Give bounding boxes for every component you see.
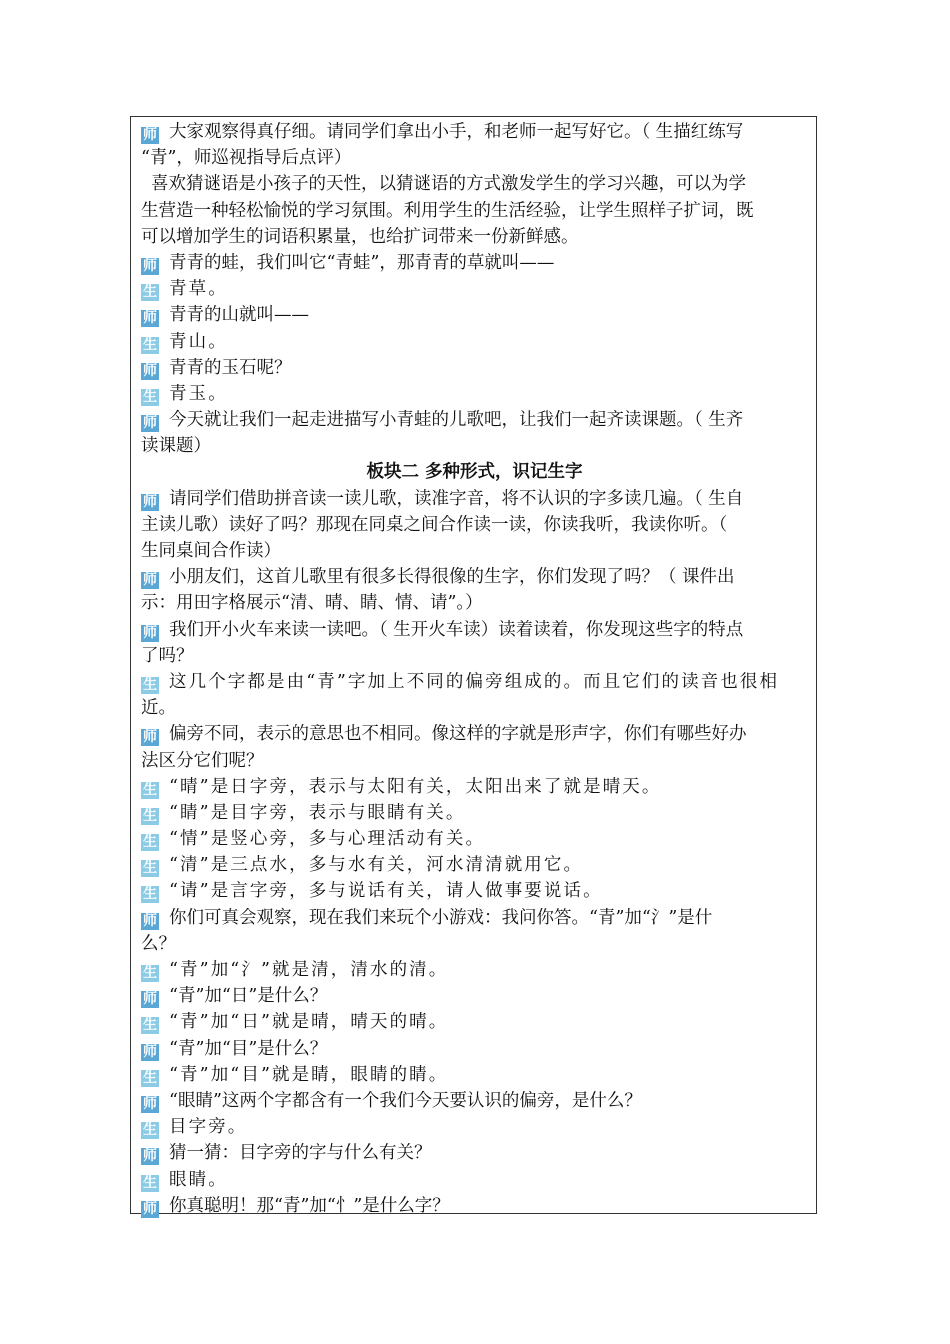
student-badge: 生 xyxy=(143,336,157,353)
line-text: 你们可真会观察，现在我们来玩个小游戏：我问你答。“青”加“氵”是什 xyxy=(169,907,713,928)
line-text: 青草。 xyxy=(169,279,228,300)
line-text: 近。 xyxy=(141,698,176,719)
dialogue-line xyxy=(141,355,808,381)
student-badge: 生 xyxy=(143,1069,157,1086)
line-text: 眼睛。 xyxy=(169,1169,228,1190)
dialogue-line xyxy=(141,1088,808,1114)
dialogue-line xyxy=(141,171,808,197)
teacher-badge: 师 xyxy=(143,493,157,510)
dialogue-line xyxy=(141,643,808,669)
line-text: “青”，师巡视指导后点评） xyxy=(141,148,352,169)
line-text: 示：用田字格展示“清、晴、睛、情、请”。） xyxy=(141,593,483,614)
lesson-table-cell xyxy=(130,116,817,1217)
line-text: 青青的山就叫—— xyxy=(169,305,309,326)
teacher-badge: 师 xyxy=(143,1200,157,1217)
line-text: 今天就让我们一起走进描写小青蛙的儿歌吧，让我们一起齐读课题。（ 生齐 xyxy=(169,410,744,431)
line-text: 大家观察得真仔细。请同学们拿出小手，和老师一起写好它。（ 生描红练写 xyxy=(169,122,744,142)
line-text: 么？ xyxy=(141,933,176,954)
dialogue-line xyxy=(141,433,808,459)
dialogue-line xyxy=(141,748,808,774)
teacher-badge: 师 xyxy=(143,362,157,379)
dialogue-line xyxy=(141,669,808,695)
dialogue-line xyxy=(141,1193,808,1219)
dialogue-line xyxy=(141,1167,808,1193)
dialogue-line xyxy=(141,905,808,931)
line-text: 请同学们借助拼音读一读儿歌，读准字音，将不认识的字多读几遍。（ 生自 xyxy=(169,488,744,509)
dialogue-line xyxy=(141,957,808,983)
student-badge: 生 xyxy=(143,860,157,877)
teacher-badge: 师 xyxy=(143,257,157,274)
dialogue-line xyxy=(141,145,808,171)
dialogue-line xyxy=(141,329,808,355)
line-text: 了吗？ xyxy=(141,645,194,666)
line-text: 生同桌间合作读） xyxy=(141,541,281,561)
student-badge: 生 xyxy=(143,886,157,903)
dialogue-line xyxy=(141,590,808,616)
teacher-badge: 师 xyxy=(143,572,157,589)
student-badge: 生 xyxy=(143,781,157,798)
student-badge: 生 xyxy=(143,284,157,301)
dialogue-line xyxy=(141,119,808,145)
line-text: 我们开小火车来读一读吧。（ 生开火车读）读着读着，你发现这些字的特点 xyxy=(169,619,744,640)
line-text: “青”加“日”是什么？ xyxy=(169,986,328,1007)
line-text: 喜欢猜谜语是小孩子的天性，以猜谜语的方式激发学生的学习兴趣，可以为学 xyxy=(151,174,746,195)
line-text: 青青的玉石呢？ xyxy=(169,357,292,378)
line-text: “眼睛”这两个字都含有一个我们今天要认识的偏旁，是什么？ xyxy=(169,1090,642,1111)
dialogue-line xyxy=(141,250,808,276)
student-badge: 生 xyxy=(143,676,157,693)
teacher-badge: 师 xyxy=(143,1095,157,1112)
dialogue-line xyxy=(141,198,808,224)
dialogue-line xyxy=(141,695,808,721)
line-text: 小朋友们，这首儿歌里有很多长得很像的生字，你们发现了吗？（ 课件出 xyxy=(169,567,735,588)
dialogue-line xyxy=(141,538,808,564)
dialogue-line xyxy=(141,407,808,433)
dialogue-line xyxy=(141,800,808,826)
lesson-content xyxy=(141,119,808,1219)
line-text: “晴”是日字旁，表示与太阳有关，太阳出来了就是晴天。 xyxy=(169,776,662,797)
line-text: 这几个字都是由“青”字加上不同的偏旁组成的。而且它们的读音也很相 xyxy=(169,671,780,692)
line-text: 板块二 多种形式，识记生字 xyxy=(366,462,583,483)
line-text: “青”加“氵”就是清，清水的清。 xyxy=(169,960,449,980)
line-text: “青”加“目”是什么？ xyxy=(169,1038,328,1059)
dialogue-line xyxy=(141,486,808,512)
line-text: 青山。 xyxy=(169,331,228,352)
teacher-badge: 师 xyxy=(143,310,157,327)
dialogue-line xyxy=(141,852,808,878)
line-text: “清”是三点水，多与水有关，河水清清就用它。 xyxy=(169,855,584,876)
teacher-badge: 师 xyxy=(143,912,157,929)
line-text: 生营造一种轻松愉悦的学习氛围。利用学生的生活经验，让学生照样子扩词，既 xyxy=(141,200,754,221)
teacher-badge: 师 xyxy=(143,127,157,143)
teacher-badge: 师 xyxy=(143,624,157,641)
dialogue-line xyxy=(141,931,808,957)
line-text: 青玉。 xyxy=(169,383,228,404)
dialogue-line xyxy=(141,564,808,590)
dialogue-line xyxy=(141,381,808,407)
dialogue-line xyxy=(141,1036,808,1062)
teacher-badge: 师 xyxy=(143,729,157,746)
student-badge: 生 xyxy=(143,1017,157,1034)
dialogue-line xyxy=(141,1062,808,1088)
line-text: “青”加“日”就是晴，晴天的晴。 xyxy=(169,1012,449,1033)
line-text: 偏旁不同，表示的意思也不相同。像这样的字就是形声字，你们有哪些好办 xyxy=(169,724,747,745)
dialogue-line xyxy=(141,826,808,852)
student-badge: 生 xyxy=(143,388,157,405)
teacher-badge: 师 xyxy=(143,1148,157,1165)
dialogue-line xyxy=(141,617,808,643)
dialogue-line xyxy=(141,512,808,538)
line-text: “请”是言字旁，多与说话有关，请人做事要说话。 xyxy=(169,881,603,902)
dialogue-line xyxy=(141,721,808,747)
dialogue-line xyxy=(141,1009,808,1035)
student-badge: 生 xyxy=(143,965,157,981)
line-text: 主读儿歌）读好了吗？那现在同桌之间合作读一读，你读我听，我读你听。（ xyxy=(141,514,728,535)
student-badge: 生 xyxy=(143,807,157,824)
student-badge: 生 xyxy=(143,1122,157,1139)
student-badge: 生 xyxy=(143,1174,157,1191)
line-text: 青青的蛙，我们叫它“青蛙”，那青青的草就叫—— xyxy=(169,252,555,273)
teacher-badge: 师 xyxy=(143,415,157,432)
section-heading xyxy=(141,459,808,485)
line-text: “睛”是目字旁，表示与眼睛有关。 xyxy=(169,802,466,823)
dialogue-line xyxy=(141,276,808,302)
line-text: “情”是竖心旁，多与心理活动有关。 xyxy=(169,829,486,850)
dialogue-line xyxy=(141,1140,808,1166)
line-text: 可以增加学生的词语积累量，也给扩词带来一份新鲜感。 xyxy=(141,226,579,247)
line-text: 法区分它们呢？ xyxy=(141,750,264,771)
dialogue-line xyxy=(141,878,808,904)
teacher-badge: 师 xyxy=(143,991,157,1008)
line-text: 猜一猜：目字旁的字与什么有关？ xyxy=(169,1143,432,1164)
dialogue-line xyxy=(141,983,808,1009)
dialogue-line xyxy=(141,224,808,250)
dialogue-line xyxy=(141,302,808,328)
teacher-badge: 师 xyxy=(143,1043,157,1060)
dialogue-line xyxy=(141,774,808,800)
line-text: 读课题） xyxy=(141,436,211,457)
line-text: 你真聪明！那“青”加“忄”是什么字？ xyxy=(169,1195,450,1216)
dialogue-line xyxy=(141,1114,808,1140)
line-text: “青”加“目”就是睛，眼睛的睛。 xyxy=(169,1064,449,1085)
student-badge: 生 xyxy=(143,834,157,851)
line-text: 目字旁。 xyxy=(169,1117,248,1138)
